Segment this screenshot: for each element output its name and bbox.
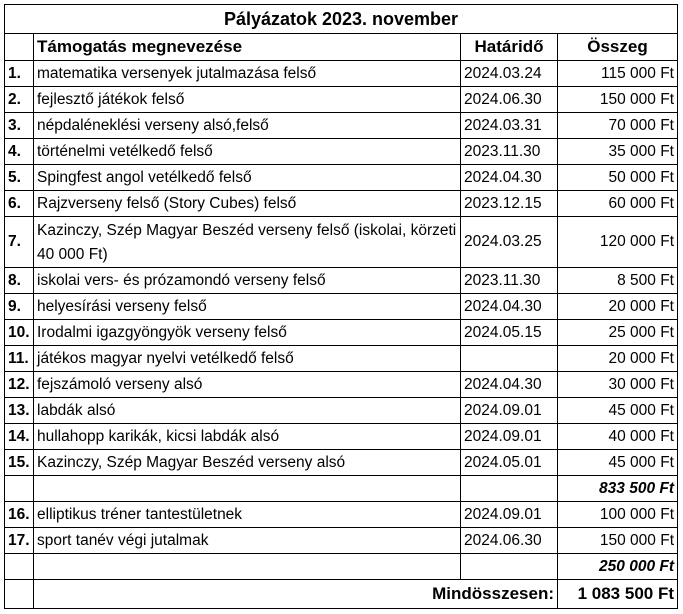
table-row <box>5 346 678 372</box>
grant-amount: 120 000 Ft <box>558 217 678 268</box>
row-number: 5. <box>5 165 34 191</box>
grant-deadline: 2024.04.30 <box>461 294 558 320</box>
spreadsheet <box>4 4 678 609</box>
grant-name: játékos magyar nyelvi vetélkedő felső <box>34 346 461 372</box>
grant-name: labdák alsó <box>34 398 461 424</box>
grant-deadline: 2024.09.01 <box>461 424 558 450</box>
grant-name: népdaléneklési verseny alsó,felső <box>34 113 461 139</box>
table-row <box>5 502 678 528</box>
grant-name: Irodalmi igazgyöngyök verseny felső <box>34 320 461 346</box>
grant-name: helyesírási verseny felső <box>34 294 461 320</box>
grant-name: Kazinczy, Szép Magyar Beszéd verseny alsó <box>34 450 461 476</box>
row-number: 13. <box>5 398 34 424</box>
row-number: 17. <box>5 528 34 554</box>
grant-deadline: 2024.03.24 <box>461 61 558 87</box>
grant-name: matematika versenyek jutalmazása felső <box>34 61 461 87</box>
table-row <box>5 113 678 139</box>
subtotal-b: 250 000 Ft <box>558 554 678 580</box>
grant-name: történelmi vetélkedő felső <box>34 139 461 165</box>
table-row <box>5 294 678 320</box>
grant-name: Rajzverseny felső (Story Cubes) felső <box>34 191 461 217</box>
row-number: 7. <box>5 217 34 268</box>
grant-amount: 30 000 Ft <box>558 372 678 398</box>
grant-deadline: 2023.12.15 <box>461 191 558 217</box>
row-number: 11. <box>5 346 34 372</box>
table-row <box>5 398 678 424</box>
row-number: 1. <box>5 61 34 87</box>
grant-amount: 45 000 Ft <box>558 398 678 424</box>
row-number: 16. <box>5 502 34 528</box>
grant-deadline: 2024.09.01 <box>461 502 558 528</box>
grant-name: hullahopp karikák, kicsi labdák alsó <box>34 424 461 450</box>
grant-amount: 115 000 Ft <box>558 61 678 87</box>
table-row <box>5 217 678 268</box>
row-number: 14. <box>5 424 34 450</box>
grant-table <box>4 4 678 609</box>
grant-amount: 8 500 Ft <box>558 268 678 294</box>
grant-name: Spingfest angol vetélkedő felső <box>34 165 461 191</box>
empty-cell <box>34 476 461 502</box>
title-row <box>5 5 678 34</box>
table-row <box>5 87 678 113</box>
table-row <box>5 61 678 87</box>
empty-cell <box>5 476 34 502</box>
grant-deadline: 2024.03.25 <box>461 217 558 268</box>
empty-cell <box>34 554 461 580</box>
row-number: 8. <box>5 268 34 294</box>
grant-deadline: 2024.09.01 <box>461 398 558 424</box>
grant-amount: 25 000 Ft <box>558 320 678 346</box>
table-row <box>5 191 678 217</box>
grant-name: fejszámoló verseny alsó <box>34 372 461 398</box>
grant-deadline: 2023.11.30 <box>461 268 558 294</box>
header-name: Támogatás megnevezése <box>34 34 461 61</box>
grant-deadline: 2024.05.15 <box>461 320 558 346</box>
grant-amount: 20 000 Ft <box>558 346 678 372</box>
grant-name: sport tanév végi jutalmak <box>34 528 461 554</box>
empty-cell <box>461 554 558 580</box>
table-row <box>5 139 678 165</box>
row-number: 15. <box>5 450 34 476</box>
grant-amount: 20 000 Ft <box>558 294 678 320</box>
grant-amount: 70 000 Ft <box>558 113 678 139</box>
subtotal-a: 833 500 Ft <box>558 476 678 502</box>
grant-name: Kazinczy, Szép Magyar Beszéd verseny felső (iskolai, körzeti 40 000 Ft) <box>34 217 461 268</box>
table-row <box>5 372 678 398</box>
row-number: 4. <box>5 139 34 165</box>
grant-amount: 45 000 Ft <box>558 450 678 476</box>
subtotal-a-row <box>5 476 678 502</box>
sheet-title: Pályázatok 2023. november <box>5 5 678 34</box>
grant-amount: 150 000 Ft <box>558 87 678 113</box>
grant-deadline: 2024.03.31 <box>461 113 558 139</box>
row-number: 2. <box>5 87 34 113</box>
grant-deadline <box>461 346 558 372</box>
grant-deadline: 2024.04.30 <box>461 165 558 191</box>
row-number: 3. <box>5 113 34 139</box>
grand-total-label: Mindösszesen: <box>34 580 558 609</box>
table-row <box>5 424 678 450</box>
table-row <box>5 268 678 294</box>
grant-deadline: 2024.06.30 <box>461 87 558 113</box>
table-row <box>5 450 678 476</box>
header-row <box>5 34 678 61</box>
grand-total-amount: 1 083 500 Ft <box>558 580 678 609</box>
grant-deadline: 2023.11.30 <box>461 139 558 165</box>
grant-name: fejlesztő játékok felső <box>34 87 461 113</box>
grant-deadline: 2024.05.01 <box>461 450 558 476</box>
grand-total-row <box>5 580 678 609</box>
grant-name: iskolai vers- és prózamondó verseny felső <box>34 268 461 294</box>
empty-cell <box>5 554 34 580</box>
grant-amount: 35 000 Ft <box>558 139 678 165</box>
table-row <box>5 528 678 554</box>
row-number: 9. <box>5 294 34 320</box>
table-row <box>5 320 678 346</box>
row-number: 10. <box>5 320 34 346</box>
grant-amount: 40 000 Ft <box>558 424 678 450</box>
grant-deadline: 2024.04.30 <box>461 372 558 398</box>
header-amount: Összeg <box>558 34 678 61</box>
empty-cell <box>5 580 34 609</box>
subtotal-b-row <box>5 554 678 580</box>
grant-amount: 150 000 Ft <box>558 528 678 554</box>
row-number: 6. <box>5 191 34 217</box>
grant-deadline: 2024.06.30 <box>461 528 558 554</box>
grant-name: elliptikus tréner tantestületnek <box>34 502 461 528</box>
empty-cell <box>461 476 558 502</box>
header-num <box>5 34 34 61</box>
grant-amount: 50 000 Ft <box>558 165 678 191</box>
grant-amount: 60 000 Ft <box>558 191 678 217</box>
header-deadline: Határidő <box>461 34 558 61</box>
table-row <box>5 165 678 191</box>
grant-amount: 100 000 Ft <box>558 502 678 528</box>
row-number: 12. <box>5 372 34 398</box>
